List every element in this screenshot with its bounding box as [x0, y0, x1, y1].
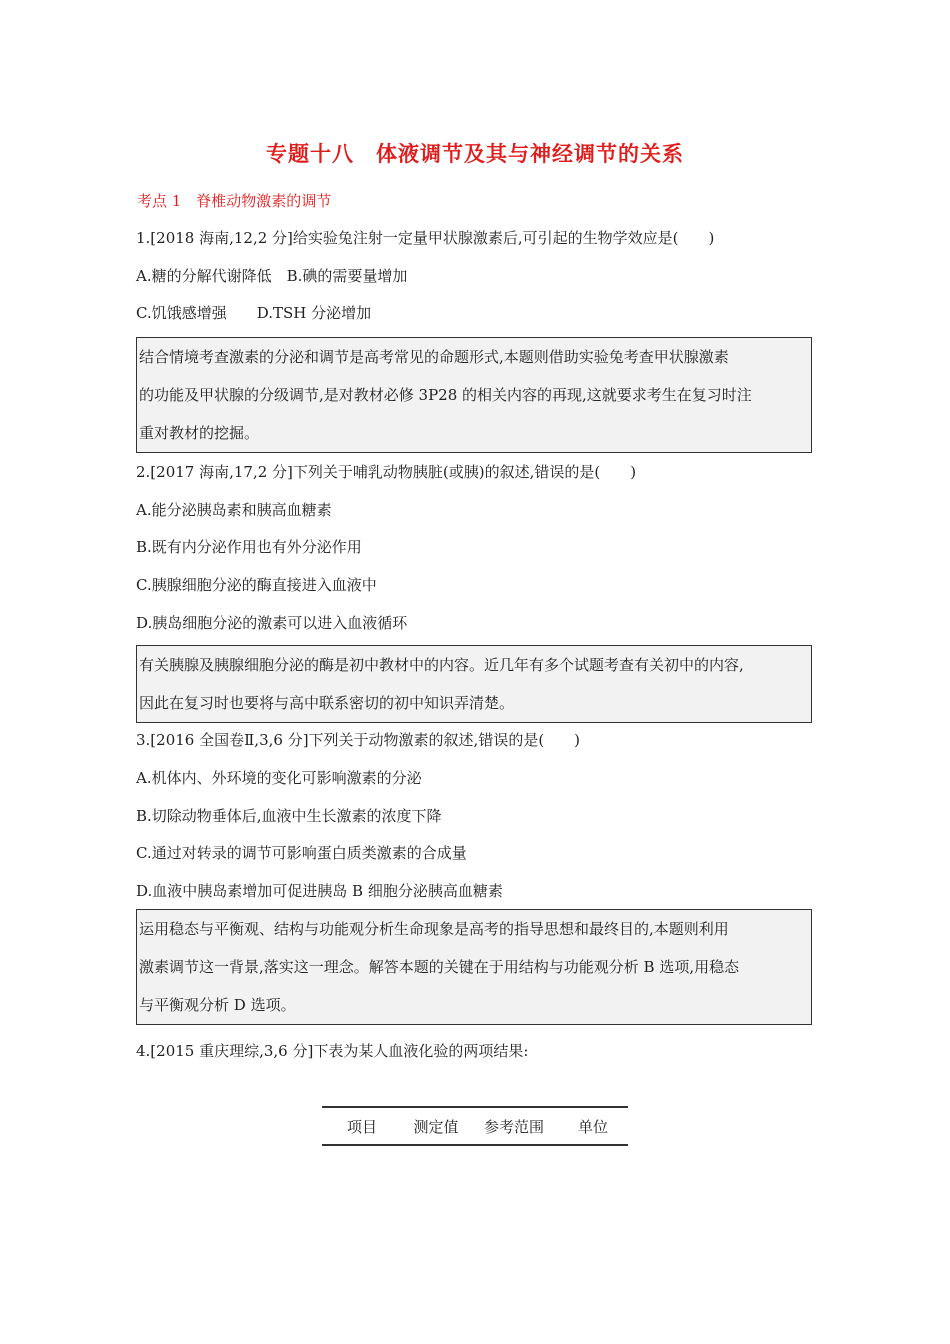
question-2-option-d: D.胰岛细胞分泌的激素可以进入血液循环: [136, 614, 408, 632]
table-header-cell: 项目: [346, 1117, 377, 1136]
note-line: 结合情境考查激素的分泌和调节是高考常见的命题形式,本题则借助实验兔考查甲状腺激素: [139, 348, 729, 366]
question-3-note: [136, 909, 812, 1025]
question-1-stem: 1.[2018 海南,12,2 分]给实验兔注射一定量甲状腺激素后,可引起的生物学效应是( ): [136, 229, 715, 247]
question-4-stem: 4.[2015 重庆理综,3,6 分]下表为某人血液化验的两项结果:: [136, 1042, 529, 1060]
note-line: 的功能及甲状腺的分级调节,是对教材必修 3P28 的相关内容的再现,这就要求考生在复习时注: [139, 386, 752, 404]
note-line: 激素调节这一背景,落实这一理念。解答本题的关键在于用结构与功能观分析 B 选项,用稳态: [139, 958, 740, 976]
note-line: 运用稳态与平衡观、结构与功能观分析生命现象是高考的指导思想和最终目的,本题则利用: [139, 920, 729, 938]
page-title: 专题十八 体液调节及其与神经调节的关系: [266, 142, 684, 166]
question-2-option-a: A.能分泌胰岛素和胰高血糖素: [136, 501, 332, 519]
lab-result-table: [322, 1106, 628, 1146]
table-header-rule: [322, 1144, 628, 1146]
question-3-option-c: C.通过对转录的调节可影响蛋白质类激素的合成量: [136, 844, 467, 862]
question-3-stem: 3.[2016 全国卷Ⅱ,3,6 分]下列关于动物激素的叙述,错误的是( ): [136, 731, 581, 749]
question-3-option-b: B.切除动物垂体后,血液中生长激素的浓度下降: [136, 807, 442, 825]
question-2-option-c: C.胰腺细胞分泌的酶直接进入血液中: [136, 576, 377, 594]
question-2-note: [136, 645, 812, 723]
note-line: 与平衡观分析 D 选项。: [139, 996, 296, 1014]
question-3-option-d: D.血液中胰岛素增加可促进胰岛 B 细胞分泌胰高血糖素: [136, 882, 503, 900]
note-line: 重对教材的挖掘。: [139, 424, 260, 442]
question-1-note: [136, 337, 812, 453]
section-heading: 考点 1 脊椎动物激素的调节: [137, 192, 332, 210]
table-header-cell: 参考范围: [483, 1117, 544, 1136]
table-header-cell: 测定值: [413, 1117, 459, 1136]
note-line: 因此在复习时也要将与高中联系密切的初中知识弄清楚。: [139, 694, 515, 712]
table-header-row: [322, 1108, 628, 1144]
question-3-option-a: A.机体内、外环境的变化可影响激素的分泌: [136, 769, 422, 787]
table-header-cell: 单位: [577, 1117, 608, 1136]
question-2-option-b: B.既有内分泌作用也有外分泌作用: [136, 538, 362, 556]
question-1-option-ab: A.糖的分解代谢降低 B.碘的需要量增加: [136, 267, 408, 285]
question-1-option-cd: C.饥饿感增强 D.TSH 分泌增加: [136, 304, 372, 322]
question-2-stem: 2.[2017 海南,17,2 分]下列关于哺乳动物胰脏(或胰)的叙述,错误的是( ): [136, 463, 637, 481]
note-line: 有关胰腺及胰腺细胞分泌的酶是初中教材中的内容。近几年有多个试题考查有关初中的内容,: [139, 656, 744, 674]
